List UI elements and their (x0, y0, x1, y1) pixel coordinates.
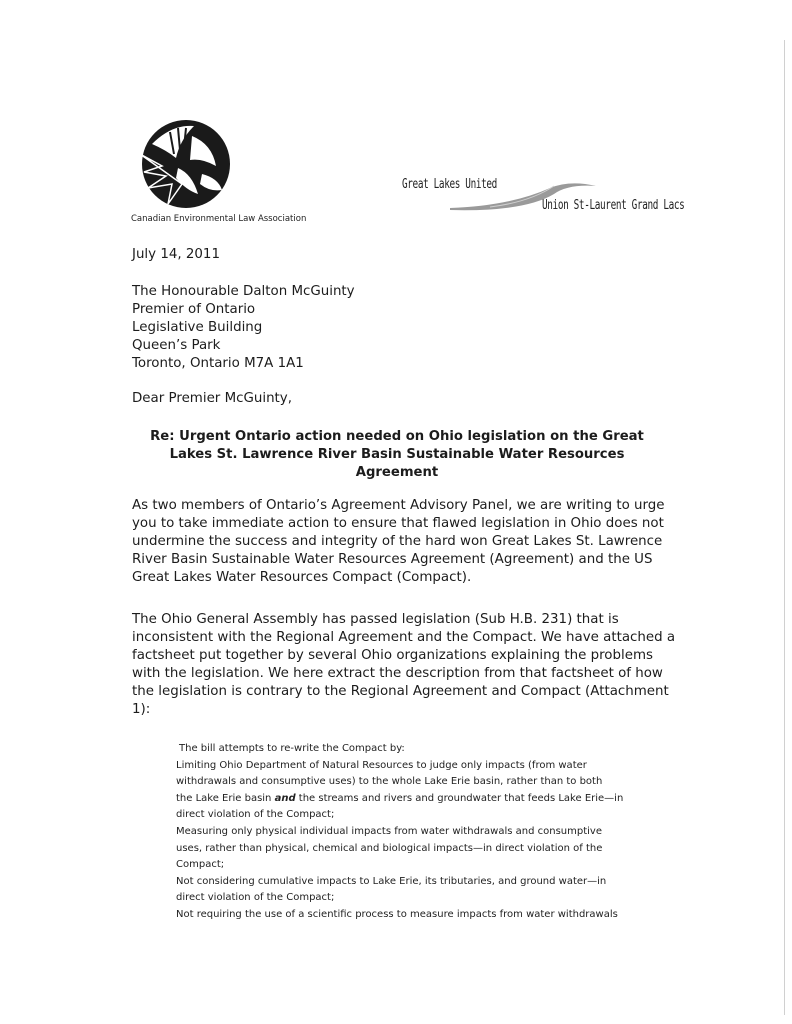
paragraph-line: River Basin Sustainable Water Resources Agreement (Agreement) and the US (132, 552, 653, 567)
address-line: Legislative Building (132, 320, 263, 335)
factsheet-quote (176, 741, 676, 924)
quote-line: Not considering cumulative impacts to Lake Erie, its tributaries, and ground water—in (176, 875, 607, 887)
paragraph-1 (132, 497, 677, 587)
address-line: The Honourable Dalton McGuinty (132, 284, 355, 299)
address-line: Toronto, Ontario M7A 1A1 (132, 356, 304, 371)
glu-name-fr: Union St-Laurent Grand Lacs (542, 198, 685, 213)
paragraph-line: with the legislation. We here extract the description from that factsheet of how (132, 666, 663, 681)
quote-line: uses, rather than physical, chemical and biological impacts—in direct violation of the (176, 842, 603, 854)
paragraph-line: factsheet put together by several Ohio organizations explaining the problems (132, 648, 653, 663)
paragraph-2 (132, 611, 677, 719)
address-line: Premier of Ontario (132, 302, 256, 317)
page-edge-line (784, 40, 785, 1015)
quote-line: direct violation of the Compact; (176, 809, 335, 821)
cela-name: Canadian Environmental Law Association (131, 214, 307, 224)
quote-line (176, 791, 676, 808)
quote-line: Not requiring the use of a scientific process to measure impacts from water withdrawals (176, 908, 618, 920)
salutation: Dear Premier McGuinty, (132, 391, 292, 406)
subject-line-3: Agreement (355, 465, 439, 480)
quote-text: the Lake Erie basin (176, 792, 275, 804)
paragraph-line: undermine the success and integrity of the hard won Great Lakes St. Lawrence (132, 534, 663, 549)
address-line: Queen’s Park (132, 338, 221, 353)
paragraph-line: you to take immediate action to ensure that flawed legislation in Ohio does not (132, 516, 664, 531)
quote-line: direct violation of the Compact; (176, 892, 335, 904)
subject-line (132, 428, 662, 482)
quote-emphasis: and (274, 792, 296, 804)
quote-line: Measuring only physical individual impacts from water withdrawals and consumptive (176, 825, 602, 837)
quote-line: Compact; (176, 859, 225, 871)
quote-text: the streams and rivers and groundwater that feeds Lake Erie—in (295, 792, 624, 804)
quote-line: Limiting Ohio Department of Natural Resources to judge only impacts (from water (176, 759, 587, 771)
letter-date: July 14, 2011 (132, 247, 220, 262)
paragraph-line: Great Lakes Water Resources Compact (Compact). (132, 570, 472, 585)
paragraph-line: the legislation is contrary to the Regional Agreement and Compact (Attachment (132, 684, 669, 699)
paragraph-line: inconsistent with the Regional Agreement and the Compact. We have attached a (132, 630, 676, 645)
cela-logo-icon (132, 114, 238, 214)
paragraph-line: As two members of Ontario’s Agreement Advisory Panel, we are writing to urge (132, 498, 665, 513)
quote-intro: The bill attempts to re-write the Compact by: (179, 743, 405, 754)
paragraph-line: 1): (132, 702, 151, 717)
recipient-address (132, 283, 355, 373)
glu-name-en: Great Lakes United (402, 177, 497, 192)
paragraph-line: The Ohio General Assembly has passed legislation (Sub H.B. 231) that is (132, 612, 619, 627)
quote-line: withdrawals and consumptive uses) to the whole Lake Erie basin, rather than to both (176, 776, 603, 788)
subject-line-1: Re: Urgent Ontario action needed on Ohio legislation on the Great (150, 429, 644, 444)
subject-line-2: Lakes St. Lawrence River Basin Sustainable Water Resources (169, 447, 625, 462)
